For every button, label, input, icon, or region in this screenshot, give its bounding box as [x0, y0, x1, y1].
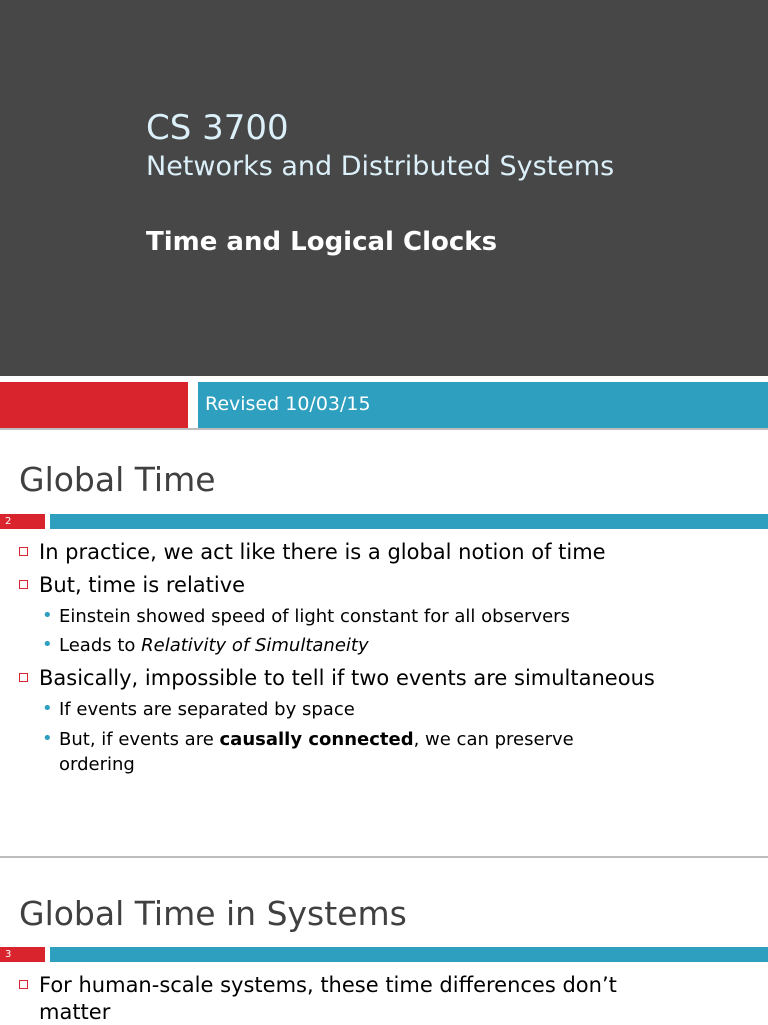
red-accent-block	[0, 382, 188, 428]
revised-date: Revised 10/03/15	[205, 393, 371, 415]
bullet-text: Basically, impossible to tell if two events are simultaneous	[39, 666, 655, 690]
dot-bullet-icon: •	[42, 728, 53, 749]
bullet-text-continued: matter	[39, 1000, 111, 1024]
bullet-text: For human-scale systems, these time differences don’t	[39, 973, 617, 997]
square-bullet-icon	[19, 980, 28, 989]
sub-bullet-text: Leads to Relativity of Simultaneity	[59, 635, 369, 656]
slide-number-bar	[0, 947, 45, 962]
bullet-text: In practice, we act like there is a global notion of time	[39, 540, 606, 564]
slide-title: Global Time	[19, 460, 216, 499]
sub-bullet-text: If events are separated by space	[59, 699, 355, 720]
square-bullet-icon	[19, 673, 28, 682]
sub-bullet-text: But, if events are causally connected, we can preserve	[59, 729, 574, 750]
slide-divider	[0, 856, 768, 858]
dot-bullet-icon: •	[42, 634, 53, 655]
lecture-title: Time and Logical Clocks	[146, 227, 498, 257]
slide-number: 3	[5, 949, 12, 960]
square-bullet-icon	[19, 547, 28, 556]
slide-number: 2	[5, 516, 12, 527]
dot-bullet-icon: •	[42, 605, 53, 626]
slide-title: Global Time in Systems	[19, 894, 407, 933]
slide-number-bar	[0, 514, 45, 529]
slide-divider	[0, 428, 768, 430]
course-code: CS 3700	[146, 108, 289, 148]
bullet-text: But, time is relative	[39, 573, 246, 597]
title-slide-background	[0, 0, 768, 376]
dot-bullet-icon: •	[42, 698, 53, 719]
course-name: Networks and Distributed Systems	[146, 151, 615, 182]
sub-bullet-text: Einstein showed speed of light constant for all observers	[59, 606, 570, 627]
title-accent-bar	[50, 514, 768, 529]
sub-bullet-text-continued: ordering	[59, 754, 135, 775]
title-accent-bar	[50, 947, 768, 962]
square-bullet-icon	[19, 580, 28, 589]
